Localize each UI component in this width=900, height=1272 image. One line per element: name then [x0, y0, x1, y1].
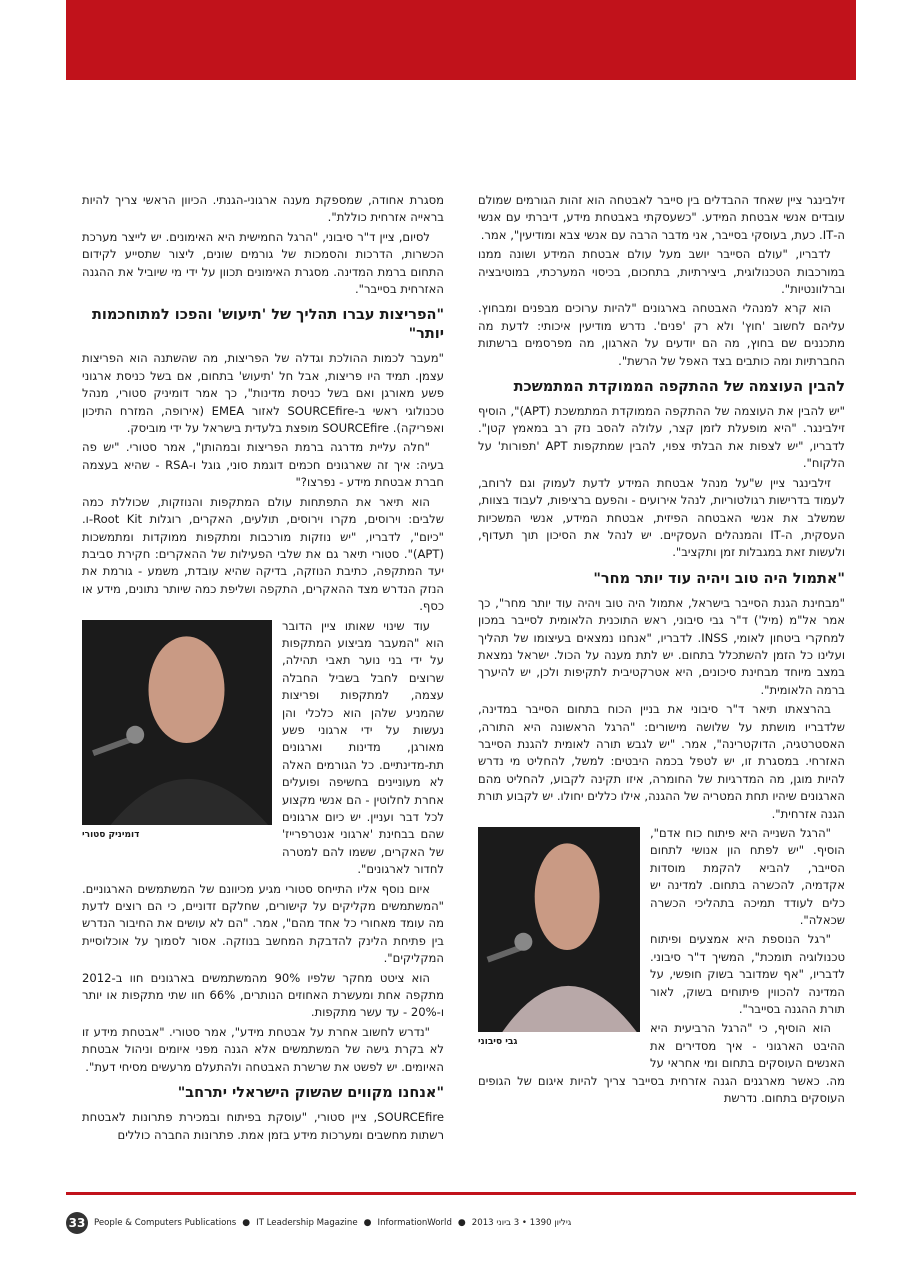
paragraph: "רגל הנוספת היא אמצעים ופיתוח טכנולוגיה תומכת", המשיך ד"ר סיבוני. לדבריו, "אף שמדובר בשוק חופשי, על המדינה להכווין פיתוחים בשוק, לאור תורת ההגנה בסייבר". [650, 932, 845, 1017]
bullet-icon: ● [457, 1218, 466, 1228]
page-footer [66, 1210, 856, 1236]
paragraph: לדבריו, "עולם הסייבר יושב מעל עולם אבטחת המידע ושונה ממנו במורכבות הטכנולוגית, ביצירתיות, בתחכום, בכיסוי המערכתי, במוטיבציה וברלוונטיות". [478, 247, 845, 297]
portrait-photo [82, 620, 272, 825]
paragraph: "חלה עליית מדרגה ברמת הפריצות ובמהותן", אמר סטורי. "יש פה בעיה: איך זה שארגונים חכמים דוגמת סוני, גוגל ו-RSA - שהיא בעצמה חברת אבטחת מידע - נפרצו?" [82, 440, 444, 490]
paragraph: "יש להבין את העוצמה של ההתקפה הממוקדת המתמשכת (APT)", הוסיף זילבינגר. "היא מופעלת לזמן קצר, עלולה להסב נזק רב במאמץ קטן". לדבריו, "יש לצפות את הבלתי צפוי, להבין שמתקפות APT 'תפורות' על הלקוח". [478, 404, 845, 471]
paragraph: הוא תיאר את התפתחות עולם המתקפות והנוזקות, שכוללת כמה שלבים: וירוסים, מקרו וירוסים, תולעים, האקרים, רוגלות Root Kit-ו. "כיום", לדבריו, "יש נוזקות מורכבות ומתקפות ממוקדות ומתמשכות (APT)". סטורי תיאר גם את שלבי הפעילות של ההאקרים: חקירת סביבת יעד המתקפה, כתיבת הנוזקה, בדיקה שהיא עובדת, משמע - גורמת את הנזק הנדרש מצד ההאקרים, התקפה ושליפת כמה שיותר נתונים, מידע או כסף. [82, 494, 444, 614]
portrait-photo [478, 827, 640, 1032]
paragraph: "הרגל השנייה היא פיתוח כוח אדם", הוסיף. "יש לפתח הון אנושי לתחום הסייבר, להביא להקמת מוסדות אקדמיה, להכשרה בתחום. למדינה יש כלים לעודד תמיכה בתהליכי הכשרה שכאלה". [650, 826, 845, 928]
bullet-icon: ● [363, 1218, 372, 1228]
section-heading: להבין העוצמה של ההתקפה הממוקדת המתמשכת [513, 379, 845, 396]
section-heading: "אנחנו מקווים שהשוק הישראלי יתרחב" [177, 1085, 444, 1102]
paragraph: הוא הוסיף, כי "הרגל הרביעית היא ההיבט הארגוני - איך מסדירים את האנשים העוסקים בתחום ומי אחראי על מה. כאשר מארגנים הגנה אזרחית בסייבר צריך להיות איגום של הגופים העוסקים בתחום. נדרשת [478, 1021, 845, 1106]
page-number: 33 [66, 1212, 88, 1234]
paragraph: SOURCEfire, ציין סטורי, "עוסקת בפיתוח ובמכירת פתרונות לאבטחת רשתות מחשבים ומערכות מידע בזמן אמת. פתרונות החברה כוללים [82, 1110, 444, 1142]
paragraph: עוד שינוי שאותו ציין הדובר הוא "המעבר מביצוע המתקפות על ידי בני נוער תאבי תהילה, שרוצים לחבל בשביל החבלה עצמה, למתקפות ופריצות שהמניע שלהן הוא כלכלי והן נעשות על ידי ארגוני פשע מאורגן, מדינות וארגונים תת-מדינתיים. כל הגורמים האלה לא מעוניינים בחשיפה ופועלים אחרת לחלוטין - הם אנשי מקצוע לכל דבר ועניין. יש כיום ארגונים שהם בבחינת 'ארגוני אנטרפרייז' של האקרים, ששמו להם למטרה לחדור לארגונים". [282, 618, 444, 877]
paragraph: זילבינגר ציין שאחד ההבדלים בין סייבר לאבטחה הוא זהות הגורמים שמולם עובדים אנשי אבטחת המידע. "כשעסקתי באבטחת מידע, דיברתי עם אנשי ה-IT. כעת, בעוסקי בסייבר, אני מדבר הרבה עם אנשי צבא ומודיעין", אמר. [478, 193, 845, 242]
photo-caption: גבי סיבוני [478, 1037, 518, 1047]
site-name: InformationWorld [377, 1218, 452, 1228]
section-heading: "הפריצות עברו תהליך של 'תיעוש' והפכו למתוחכמות יותר" [92, 307, 444, 343]
paragraph: "מעבר לכמות ההולכת וגדלה של הפריצות, מה שהשתנה הוא הפריצות עצמן. תמיד היו פריצות, אבל חל 'תיעוש' בתחום, אם בשל כניסת ארגוני פשע מאורגן ואם בשל כניסת מדינות", כך אמר דומיניק סטורי, מנהל טכנולוגי ראשי ב-SOURCEfire לאזור EMEA (אירופה, המזרח התיכון ואפריקה). SOURCEfire מופצת בלעדית בישראל על ידי מוביסק. [82, 351, 444, 436]
paragraph: הוא ציטט מחקר שלפיו 90% מהמשתמשים בארגונים חוו ב-2012 מתקפה אחת ומעשרת האחוזים הנותרים, 66% חוו שתי מתקפות או יותר ו-20% - עד עשר מתקפות. [82, 970, 444, 1020]
publisher-name: People & Computers Publications [94, 1218, 237, 1228]
photo-caption: דומיניק סטורי [82, 829, 140, 840]
photo-gabi-siboni [478, 827, 640, 1051]
paragraph: "מבחינת הגנת הסייבר בישראל, אתמול היה טוב ויהיה עוד יותר מחר", כך אמר אל"מ (מיל') ד"ר גבי סיבוני, ראש התוכנית הלאומית לסייבר במכון למחקרי ביטחון לאומי, INSS. לדבריו, "אנחנו נמצאים בעיצומו של תהליך ועלינו כל הזמן להשתכלל בתחום. יש לתת מענה על הכול. ישראל נמצאת במצב מיוחד מבחינת סיכונים, היא אטרקטיבית לתקיפות ולכן, יש להיערך ברמה הלאומית". [478, 595, 845, 697]
paragraph: בהרצאתו תיאר ד"ר סיבוני את בניין הכוח בתחום הסייבר במדינה, שלדבריו מושתת על שלושה מישורים: "הרגל הראשונה היא התורה, האסטרטגיה, הדוקטרינה", אמר. "יש לגבש תורה לאומית להגנת הסייבר האזרחי. במסגרת זו, יש לטפל בכמה היבטים: למשל, להחליט מי נדרש להיות מוגן, מה המדרגיות של החומרה, איזו תקינה לקבוע, להחליט מהם הארגונים שיהיו תחת המטריה של ההגנה, אילו כללים יחולו. יש לקבוע תורת הגנה אזרחית". [478, 702, 845, 821]
bullet-icon: ● [242, 1218, 251, 1228]
paragraph: הוא קרא למנהלי האבטחה בארגונים "להיות ערוכים מבפנים ומבחוץ. עליהם לחשוב 'חוץ' ולא רק 'פנים'. נדרש מודיעין איכותי: לדעת מה מתכננים שם בחוץ, מה הם יודעים על הארגון, מה מפרסמים ברשתות החברתיות ומה כותבים בצד האפל של הרשת". [478, 301, 845, 368]
article-column-left [82, 192, 444, 1192]
article-column-right [478, 192, 845, 1192]
paragraph: מסגרת אחודה, שמספקת מענה ארגוני-הגנתי. הכיוון הראשי צריך להיות בראייה אזרחית כוללת". [82, 193, 444, 225]
magazine-name: IT Leadership Magazine [256, 1218, 358, 1228]
paragraph: "נדרש לחשוב אחרת על אבטחת מידע", אמר סטורי. "אבטחת מידע זו לא בקרת גישה של המשתמשים אלא הגנה מפני איומים וניהול אבטחת האיומים. יש לפשט את שרשרת האבטחה ולהתעלם מרעשים מסיחי דעת". [82, 1024, 444, 1074]
issue-info: גיליון 1390 • 3 ביוני 2013 [471, 1218, 572, 1228]
paragraph: איום נוסף אליו התייחס סטורי מגיע מכיוונם של המשתמשים הארגוניים. "המשתמשים מקליקים על קישורים, שחלקם זדוניים, כי הם רוצים לדעת מה עומד מאחורי כל אחד מהם", אמר. "הם לא עושים את החיבור הנדרש בין פתיחת הלינק להדבקת המחשב בנוזקה. אסור לסמוך על אוכלוסיית המקליקים". [82, 881, 444, 966]
paragraph: זילבינגר ציין ש"על מנהל אבטחת המידע לדעת לעמוק וגם לרוחב, לעמוד בדרישות רגולטוריות, לנהל אירועים - והפעם ברציפות, לעבוד בצוות, שמשלב את אנשי האבטחה הפיזית, אבטחת המידע, אנשי המשכיות העסקית, ה-IT והמנהלים העסקיים. יש לנהל את הסיכון תוך תעדוף, ולעשות זאת במגבלות זמן ותקציב". [478, 475, 845, 560]
paragraph: לסיום, ציין ד"ר סיבוני, "הרגל החמישית היא האימונים. יש לייצר מערכת הכשרות, הדרכות והסמכות של גורמים שונים, ליצור שתסייע לקידום התחום ברמת המדינה. מסגרת האימונים תכוון על ידי מי שיוביל את ההגנה האזרחית בסייבר". [82, 229, 444, 297]
section-heading: "אתמול היה טוב ויהיה עוד יותר מחר" [593, 570, 845, 587]
header-color-band [66, 0, 856, 80]
photo-dominic-storey [82, 620, 272, 844]
footer-rule [66, 1192, 856, 1195]
